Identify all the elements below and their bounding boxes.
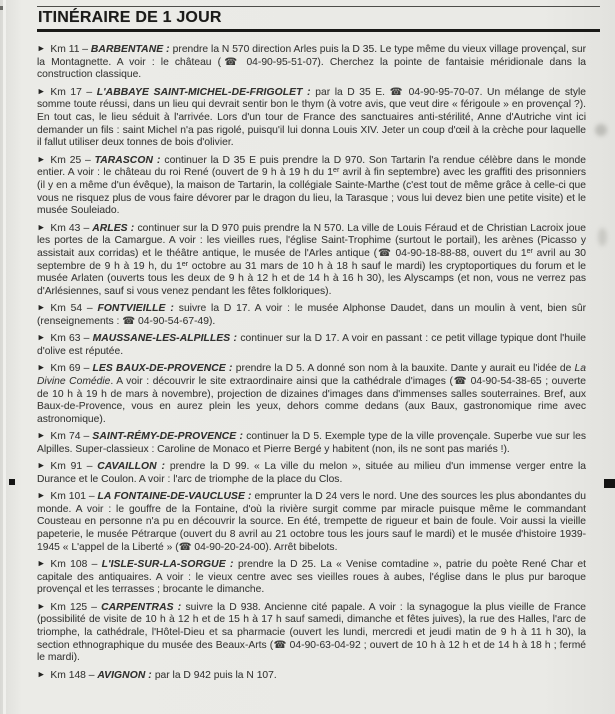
entry-km: Km 11 – — [50, 44, 91, 55]
arrow-bullet-icon: ► — [37, 85, 46, 96]
entry-km: Km 148 – — [50, 669, 98, 681]
entry-name: SAINT-RÉMY-DE-PROVENCE : — [92, 431, 247, 443]
entry-name: CARPENTRAS : — [101, 601, 186, 613]
entry-body-segment: er — [526, 248, 533, 256]
arrow-bullet-icon: ► — [37, 43, 46, 53]
entry-km: Km 43 – — [50, 222, 93, 234]
entry-km: Km 125 – — [50, 601, 102, 613]
entry-body-segment: octobre au 31 mars de 10 h à 18 h sauf le mardi) les cryptoportiques du forum et le musée Arlaten (ouverts tous les deux de 9 h à 12 h et de 14 h à 16 h 30), les Alyscamps (et non, vous ne verrez pas d'Arlésiennes, sauf si vous venez pendant les fêtes folkloriques). — [37, 260, 587, 298]
entry-body-segment: par la D 35 E. ☎ 04-90-95-70-07. Un mélange de style somme toute réussi, dans un lieu qui devrait sentir bon le thym (à votre avis, que veut dire « férigoule » en provençal ?). En tout cas, le lieu séduit à l'arrivée. Lors d'un tour de France des sanctuaires anti-stérilité, Anne d'Autriche vint ici demander un fils : saint Michel n'a pas rigolé, puisqu'il lui donna Louis XIV. Jeter un coup d'œil à la crèche pour laquelle il fallut utiliser deux tonnes de bois d'olivier. — [37, 86, 586, 149]
entry-body-segment: suivre la D 17. A voir : le musée Alphonse Daudet, dans un moulin à vent, bien sûr (renseignements : ☎ 04-90-54-67-49). — [37, 303, 586, 328]
arrow-bullet-icon: ► — [37, 362, 46, 373]
entry-body-segment: prendre la D 25. La « Venise comtadine », patrie du poète René Char et capitale des antiquaires. A voir : le vieux centre avec ses vieilles roues à aubes, l'église dans le plus pur baroque provençal et les terrasses ; brocante le dimanche. — [37, 559, 587, 596]
itinerary-entry — [37, 490, 586, 555]
entry-body-segment: continuer la D 35 E puis prendre la D 970. Son Tartarin l'a rendue célèbre dans le monde entier. A voir : le château du roi René (ouvert de 9 h à 19 h du 1 — [37, 154, 586, 179]
entry-km: Km 101 – — [50, 491, 98, 502]
entry-name: ARLES : — [92, 222, 138, 234]
itinerary-entry — [37, 43, 586, 82]
entry-name: TARASCON : — [94, 154, 165, 166]
entry-body-segment: prendre la N 570 direction Arles puis la D 35. Le type même du vieux village provençal, sur la Montagnette. A voir : le château (☎ 04-90-95-51-07). Cherchez la pointe de fantaisie méridionale dans la construction classique. — [37, 44, 586, 81]
entry-body-segment: continuer sur la D 17. A voir en passant : ce petit village typique dont l'huile d'olive est réputée. — [37, 333, 586, 357]
itinerary-entry — [37, 558, 586, 597]
arrow-bullet-icon: ► — [37, 460, 46, 471]
entry-km: Km 91 – — [50, 461, 98, 473]
entry-name: CAVAILLON : — [97, 461, 170, 473]
scan-mark-right — [604, 479, 615, 488]
entry-km: Km 74 – — [50, 431, 93, 443]
arrow-bullet-icon: ► — [37, 332, 46, 343]
entry-name: FONTVIEILLE : — [97, 303, 179, 315]
itinerary-entry — [37, 601, 586, 666]
entry-name: AVIGNON : — [97, 669, 155, 681]
entry-name: LA FONTAINE-DE-VAUCLUSE : — [97, 491, 255, 502]
entry-km: Km 54 – — [50, 303, 98, 315]
arrow-bullet-icon: ► — [37, 302, 46, 313]
page-title: ITINÉRAIRE DE 1 JOUR — [38, 9, 222, 26]
arrow-bullet-icon: ► — [37, 558, 46, 569]
entry-body-segment: suivre la D 938. Ancienne cité papale. A voir : la synagogue la plus vieille de France (possibilité de visite de 10 h à 12 h et de 15 h à 17 h sauf samedi, dimanche et fêtes juives), la rue des Halles, l'arc de triomphe, la cathédrale, l'Hôtel-Dieu et sa pharmacie (ouvert les lundi, mercredi et jeudi matin de 9 h à 11 h 30), la section ethnographique du musée des Beaux-Arts (☎ 04-90-63-04-92 ; ouvert de 10 h à 12 h et de 14 h à 18 h ; fermé le mardi). — [37, 601, 586, 664]
itinerary-entry — [37, 362, 586, 427]
entry-km: Km 108 – — [50, 559, 102, 571]
entry-body-segment: er — [181, 260, 188, 268]
entry-name: L'ISLE-SUR-LA-SORGUE : — [101, 559, 238, 571]
scan-mark-left — [9, 479, 15, 485]
itinerary-entry — [37, 302, 586, 328]
page-content — [37, 6, 600, 686]
entry-name: L'ABBAYE SAINT-MICHEL-DE-FRIGOLET : — [96, 86, 316, 98]
scan-edge-highlight — [3, 0, 6, 714]
scan-mark-top-left — [0, 6, 3, 10]
entry-body-segment: emprunter la D 24 vers le nord. Une des sources les plus abondantes du monde. A voir : le gouffre de la Fontaine, d'où la rivière surgit comme par miracle puisque même le commandant Cousteau en personne n'a pu en découvrir la source. En été, trempette de rigueur et bain de foule. Voir aussi la vieille papeterie, le musée Pétrarque (ouvert du 8 avril au 21 octobre tous les jours sauf le mardi) et le musée d'histoire 1939-1945 « L'appel de la Liberté » (☎ 04-90-20-24-00). Arrêt bibelots. — [37, 491, 586, 553]
itinerary-list — [37, 43, 586, 682]
arrow-bullet-icon: ► — [37, 600, 46, 611]
entry-km: Km 63 – — [50, 333, 93, 345]
itinerary-entry — [37, 669, 586, 683]
arrow-bullet-icon: ► — [37, 221, 46, 232]
entry-body-segment: continuer sur la D 970 puis prendre la N 570. La ville de Louis Féraud et de Christian Lacroix joue les portes de la Camargue. A voir : les vieilles rues, l'église Saint-Trophime (surtout le portail), les arènes (Picasso y assistait aux corridas) et le théâtre antique, le musée de l'Arles antique (☎ 04-90-18-88-88, ouvert du 1 — [37, 222, 586, 260]
entry-name: MAUSSANE-LES-ALPILLES : — [92, 333, 241, 345]
arrow-bullet-icon: ► — [37, 490, 46, 500]
itinerary-entry — [37, 460, 586, 486]
entry-name: LES BAUX-DE-PROVENCE : — [92, 363, 236, 375]
entry-body-segment: La Divine Comédie — [37, 363, 586, 387]
arrow-bullet-icon: ► — [37, 668, 46, 679]
itinerary-entry — [37, 332, 586, 358]
entry-km: Km 25 – — [50, 154, 95, 166]
entry-body-segment: avril au 30 septembre de 9 h à 19 h, du 1 — [37, 248, 586, 272]
entry-km: Km 69 – — [50, 363, 93, 375]
arrow-bullet-icon: ► — [37, 153, 46, 164]
entry-name: BARBENTANE : — [90, 44, 173, 55]
itinerary-entry — [37, 154, 586, 219]
itinerary-entry — [37, 430, 586, 456]
entry-body-segment: prendre la D 5. A donné son nom à la bauxite. Dante y aurait eu l'idée de — [235, 363, 575, 375]
entry-body-segment: er — [333, 167, 340, 175]
entry-body-segment: . A voir : découvrir le site extraordinaire ainsi que la cathédrale d'images (☎ 04-90-54-38-65 ; ouverte de 10 h à 19 h de mars à novembre), projection de dizaines d'images dans d'immenses salles souterraines. Bref, aux Baux-de-Provence, vous en aurez plein les yeux, dehors comme dedans (aux Baux, gastronomique rime avec astronomique). — [37, 375, 586, 425]
entry-body-segment: par la D 942 puis la N 107. — [154, 669, 277, 681]
entry-body-segment: avril à fin septembre) avec les graffiti des prisonniers (il y en a même d'un évêque), la maison de Tartarin, la collégiale Sainte-Marthe (c'est tout de même grâce à celle-ci que vous ne risquez plus de vous faire dévorer par le dragon du lieu, la Tarasque ; vous lui devez bien une petite visite) et le musée Souleiado. — [37, 167, 587, 217]
itinerary-header — [37, 6, 600, 32]
arrow-bullet-icon: ► — [37, 430, 46, 441]
itinerary-entry — [37, 222, 586, 299]
entry-body — [155, 670, 277, 681]
entry-body-segment: continuer la D 5. Exemple type de la ville provençale. Superbe vue sur les Alpilles. Super-classieux : Caroline de Monaco et Pierre Bergé y habitent (non, ils ne sont pas mariés !). — [37, 431, 586, 455]
entry-km: Km 17 – — [50, 86, 97, 98]
itinerary-entry — [37, 86, 586, 151]
entry-body-segment: prendre la D 99. « La ville du melon », située au milieu d'un immense verger entre la Durance et le Coulon. A voir : l'arc de triomphe de la place du Clos. — [37, 461, 586, 485]
